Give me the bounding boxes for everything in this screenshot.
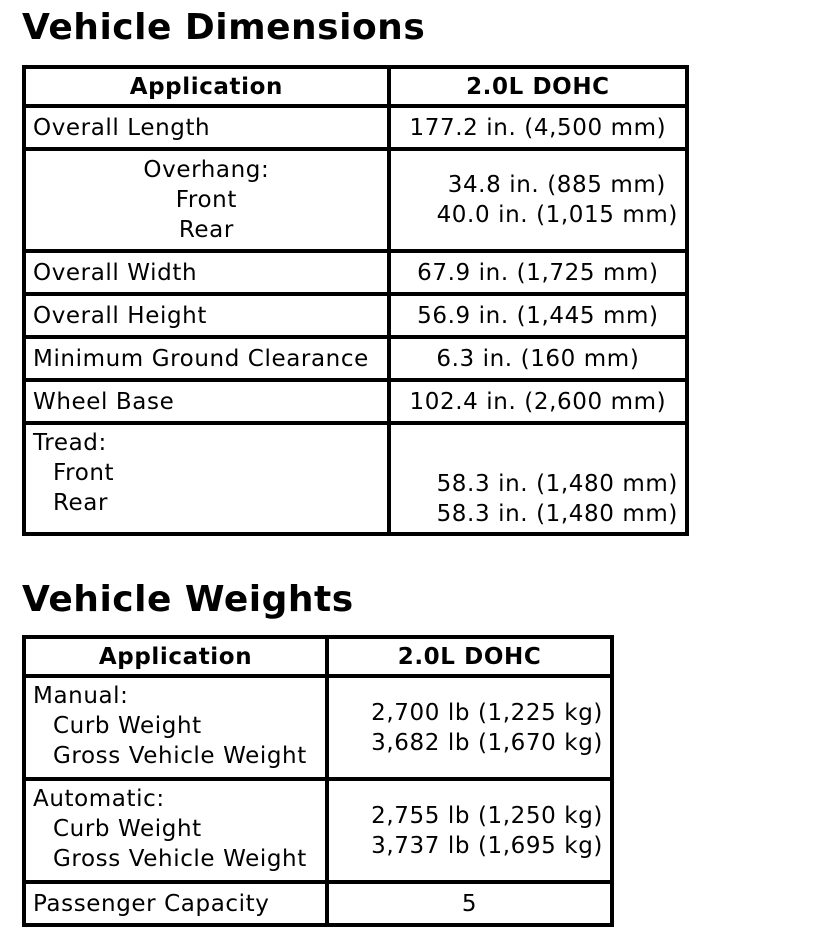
- passenger-capacity-label: Passenger Capacity: [24, 882, 327, 925]
- manual-gross-label: Gross Vehicle Weight: [53, 743, 307, 769]
- table-row: [24, 294, 687, 337]
- overhang-rear-label: Rear: [178, 217, 234, 243]
- manual-label: Manual:: [33, 683, 129, 709]
- ground-clearance-label: Minimum Ground Clearance: [24, 337, 389, 380]
- table-row: [24, 676, 612, 779]
- overall-length-label: Overall Length: [24, 106, 389, 149]
- automatic-gross-label: Gross Vehicle Weight: [53, 846, 307, 872]
- overall-length-value: 177.2 in. (4,500 mm): [389, 106, 687, 149]
- table-row: [24, 779, 612, 882]
- weights-title: Vehicle Weights: [22, 579, 354, 620]
- table-row: [24, 337, 687, 380]
- overhang-front-value: 34.8 in. (885 mm): [447, 172, 666, 198]
- passenger-capacity-value: 5: [327, 882, 612, 925]
- tread-rear-value: 58.3 in. (1,480 mm): [436, 501, 678, 527]
- overhang-label-cell: [24, 149, 389, 251]
- engine-header: 2.0L DOHC: [389, 67, 687, 106]
- wheel-base-value: 102.4 in. (2,600 mm): [389, 380, 687, 423]
- overhang-label: Overhang:: [143, 157, 270, 183]
- overall-height-value: 56.9 in. (1,445 mm): [389, 294, 687, 337]
- overall-width-value: 67.9 in. (1,725 mm): [389, 251, 687, 294]
- manual-value-cell: [327, 676, 612, 779]
- table-row: [24, 882, 612, 925]
- overall-width-label: Overall Width: [24, 251, 389, 294]
- application-header: Application: [24, 637, 327, 676]
- automatic-curb-value: 2,755 lb (1,250 kg): [371, 802, 603, 829]
- dimensions-table: [22, 65, 689, 536]
- manual-curb-value: 2,700 lb (1,225 kg): [371, 699, 603, 726]
- table-row: [24, 423, 687, 534]
- overhang-value-cell: [389, 149, 687, 251]
- tread-label-cell: [24, 423, 389, 534]
- overhang-rear-value: 40.0 in. (1,015 mm): [436, 202, 678, 228]
- wheel-base-label: Wheel Base: [24, 380, 389, 423]
- automatic-value-cell: [327, 779, 612, 882]
- application-header: Application: [24, 67, 389, 106]
- automatic-curb-label: Curb Weight: [53, 816, 202, 842]
- automatic-gross-value: 3,737 lb (1,695 kg): [371, 832, 603, 859]
- tread-front-label: Front: [53, 460, 115, 486]
- manual-curb-label: Curb Weight: [53, 713, 202, 739]
- manual-label-cell: [24, 676, 327, 779]
- tread-front-value: 58.3 in. (1,480 mm): [436, 471, 678, 497]
- table-row: [24, 106, 687, 149]
- tread-label: Tread:: [33, 430, 107, 456]
- manual-gross-value: 3,682 lb (1,670 kg): [371, 729, 603, 756]
- tread-value-cell: [389, 423, 687, 534]
- automatic-label: Automatic:: [33, 786, 165, 812]
- overall-height-label: Overall Height: [24, 294, 389, 337]
- ground-clearance-value: 6.3 in. (160 mm): [389, 337, 687, 380]
- table-header-row: [24, 67, 687, 106]
- table-row: [24, 149, 687, 251]
- weights-table: [22, 635, 614, 927]
- table-row: [24, 380, 687, 423]
- engine-header: 2.0L DOHC: [327, 637, 612, 676]
- automatic-label-cell: [24, 779, 327, 882]
- overhang-front-label: Front: [175, 187, 237, 213]
- table-row: [24, 251, 687, 294]
- table-header-row: [24, 637, 612, 676]
- tread-rear-label: Rear: [53, 490, 109, 516]
- dimensions-title: Vehicle Dimensions: [22, 7, 426, 48]
